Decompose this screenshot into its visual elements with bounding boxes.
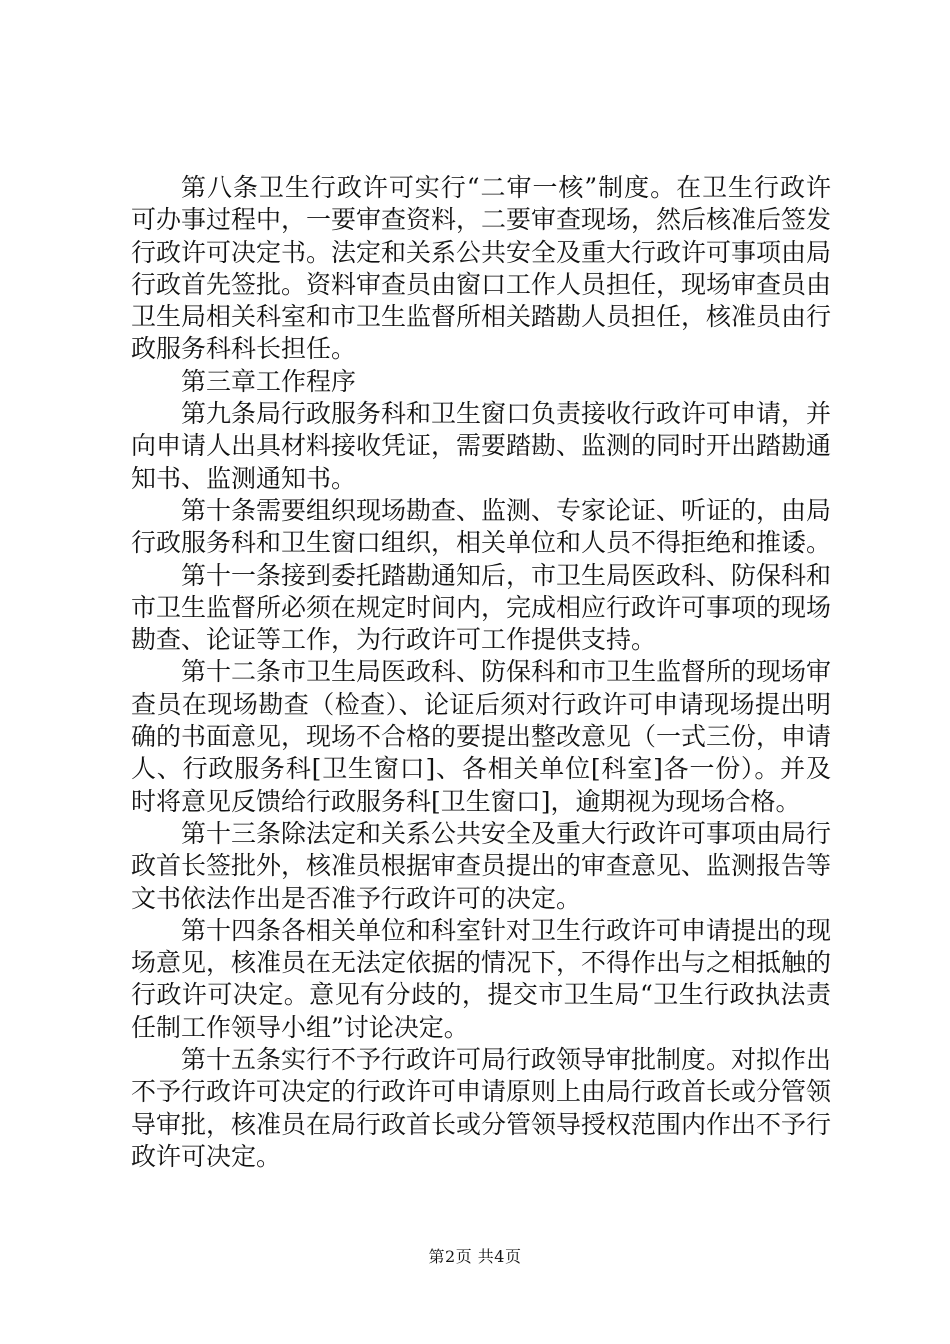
chapter-3-heading: 第三章工作程序 bbox=[181, 366, 357, 396]
article-15-paragraph: 第十五条实行不予行政许可局行政领导审批制度。对拟作出不予行政许可决定的行政许可申请原则上由局行政首长或分管领导审批，核准员在局行政首长或分管领导授权范围内作出不予行政许可决定。 bbox=[131, 1045, 832, 1171]
article-8-paragraph: 第八条卫生行政许可实行“二审一核”制度。在卫生行政许可办事过程中，一要审查资料，二要审查现场，然后核准后签发行政许可决定书。法定和关系公共安全及重大行政许可事项由局行政首先签批。资料审查员由窗口工作人员担任，现场审查员由卫生局相关科室和市卫生监督所相关踏勘人员担任，核准员由行政服务科科长担任。 bbox=[131, 173, 832, 364]
article-11-paragraph: 第十一条接到委托踏勘通知后，市卫生局医政科、防保科和市卫生监督所必须在规定时间内，完成相应行政许可事项的现场勘查、论证等工作，为行政许可工作提供支持。 bbox=[131, 560, 832, 655]
article-13-paragraph: 第十三条除法定和关系公共安全及重大行政许可事项由局行政首长签批外，核准员根据审查员提出的审查意见、监测报告等文书依法作出是否准予行政许可的决定。 bbox=[131, 818, 832, 913]
article-10-paragraph: 第十条需要组织现场勘查、监测、专家论证、听证的，由局行政服务科和卫生窗口组织，相关单位和人员不得拒绝和推诿。 bbox=[131, 495, 832, 558]
document-body bbox=[131, 172, 831, 1173]
article-12-paragraph: 第十二条市卫生局医政科、防保科和市卫生监督所的现场审查员在现场勘查（检查）、论证后须对行政许可申请现场提出明确的书面意见，现场不合格的要提出整改意见（一式三份，申请人、行政服务科[卫生窗口]、各相关单位[科室]各一份）。并及时将意见反馈给行政服务科[卫生窗口]，逾期视为现场合格。 bbox=[131, 657, 832, 816]
page-number-footer: 第2页 共4页 bbox=[428, 1247, 522, 1266]
article-14-paragraph: 第十四条各相关单位和科室针对卫生行政许可申请提出的现场意见，核准员在无法定依据的情况下，不得作出与之相抵触的行政许可决定。意见有分歧的，提交市卫生局“卫生行政执法责任制工作领导小组”讨论决定。 bbox=[131, 915, 832, 1042]
article-9-paragraph: 第九条局行政服务科和卫生窗口负责接收行政许可申请，并向申请人出具材料接收凭证，需要踏勘、监测的同时开出踏勘通知书、监测通知书。 bbox=[131, 399, 832, 493]
